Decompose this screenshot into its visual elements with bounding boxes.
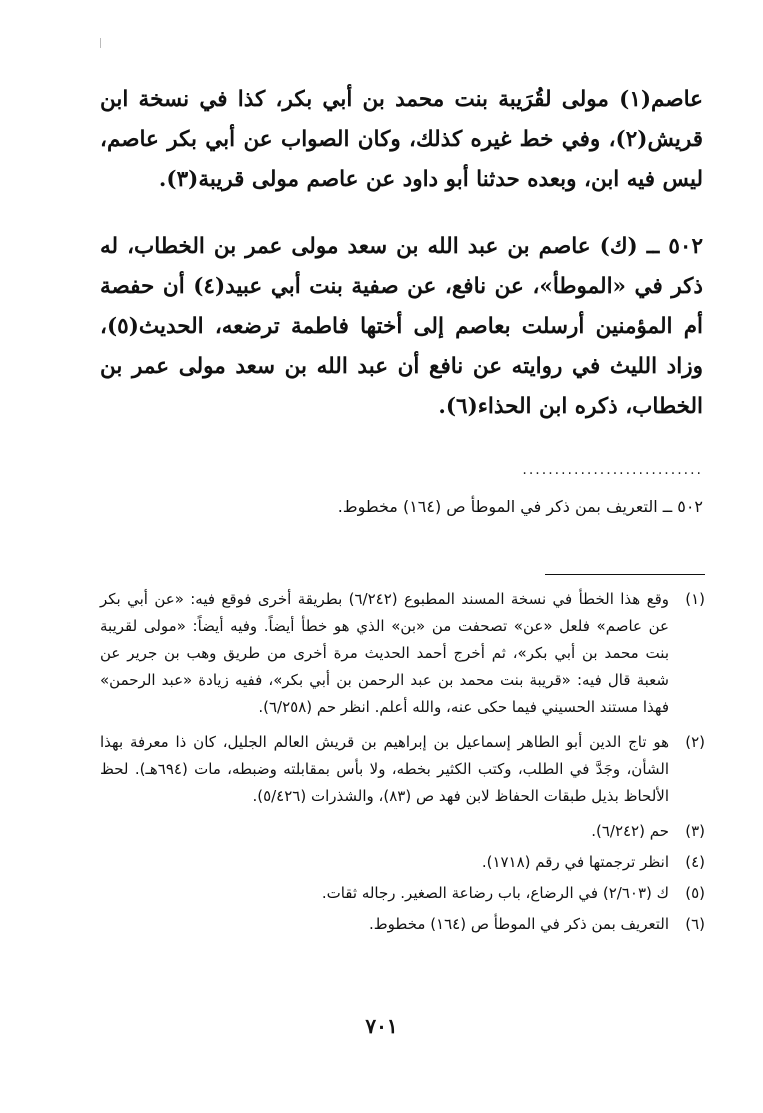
footnote-number: (٦) [685,915,705,933]
footnote-item [100,818,705,845]
footnote-item [100,911,705,938]
footnote-text: انظر ترجمتها في رقم (١٧١٨). [481,853,669,871]
footnote-text: ك (٢/٦٠٣) في الرضاع، باب رضاعة الصغير. رجاله ثقات. [321,884,669,902]
main-paragraph-2 [100,227,703,427]
margin-mark [100,38,101,48]
paragraph-text: ٥٠٢ ــ (ك) عاصم بن عبد الله بن سعد مولى عمر بن الخطاب، له ذكر في «الموطأ»، عن نافع، عن صفية بنت أبي عبيد(٤) أن حفصة أم المؤمنين أرسلت بعاصم إلى أختها فاطمة ترضعه، الحديث(٥)، وزاد الليث في روايته عن نافع أن عبد الله بن سعد مولى عمر بن الخطاب، ذكره ابن الحذاء(٦). [100,234,703,419]
footnote-text: التعريف بمن ذكر في الموطأ ص (١٦٤) مخطوط. [369,915,669,933]
footnote-text: وقع هذا الخطأ في نسخة المسند المطبوع (٦/٢٤٢) بطريقة أخرى فوقع فيه: «عن أبي بكر عن عاصم» فلعل «عن» تصحفت من «بن» الذي هو خطأ أيضاً. وفيه أيضاً: «مولى لقريبة بنت محمد بن أبي بكر»، ثم أخرج أحمد الحديث مرة أخرى من طريق وهب بن جرير عن شعبة قال فيه: «قريبة بنت محمد بن عبد الرحمن بن أبي بكر»، ففيه زيادة «عبد الرحمن» فهذا مستند الحسيني فيما حكى عنه، والله أعلم. انظر حم (٦/٢٥٨). [100,590,669,716]
page-number: ٧٠١ [365,1014,398,1038]
footnote-number: (٥) [685,884,705,902]
footnotes [100,586,705,942]
footnote-number: (٢) [685,733,705,751]
footnote-item [100,849,705,876]
main-paragraph-1 [100,80,703,200]
dotted-separator: ............................ [522,462,703,478]
footnote-item [100,880,705,907]
paragraph-text: عاصم(١) مولى لقُرَيبة بنت محمد بن أبي بكر، كذا في نسخة ابن قريش(٢)، وفي خط غيره كذلك، وكان الصواب عن أبي بكر عاصم، ليس فيه ابن، وبعده حدثنا أبو داود عن عاصم مولى قريبة(٣). [100,87,703,192]
footnote-rule [545,574,705,575]
footnote-number: (١) [685,590,705,608]
footnote-text: حم (٦/٢٤٢). [591,822,669,840]
reference-line: ٥٠٢ ــ التعريف بمن ذكر في الموطأ ص (١٦٤) مخطوط. [337,497,703,516]
footnote-item [100,586,705,721]
footnote-number: (٣) [685,822,705,840]
footnote-item [100,729,705,810]
footnote-number: (٤) [685,853,705,871]
footnote-text: هو تاج الدين أبو الطاهر إسماعيل بن إبراهيم بن قريش العالم الجليل، كان ذا معرفة بهذا الشأن، وجَدَّ في الطلب، وكتب الكثير بخطه، ولا بأس بمقابلته وضبطه، مات (٦٩٤هـ). لحظ الألحاظ بذيل طبقات الحفاظ لابن فهد ص (٨٣)، والشذرات (٥/٤٢٦). [100,733,670,805]
